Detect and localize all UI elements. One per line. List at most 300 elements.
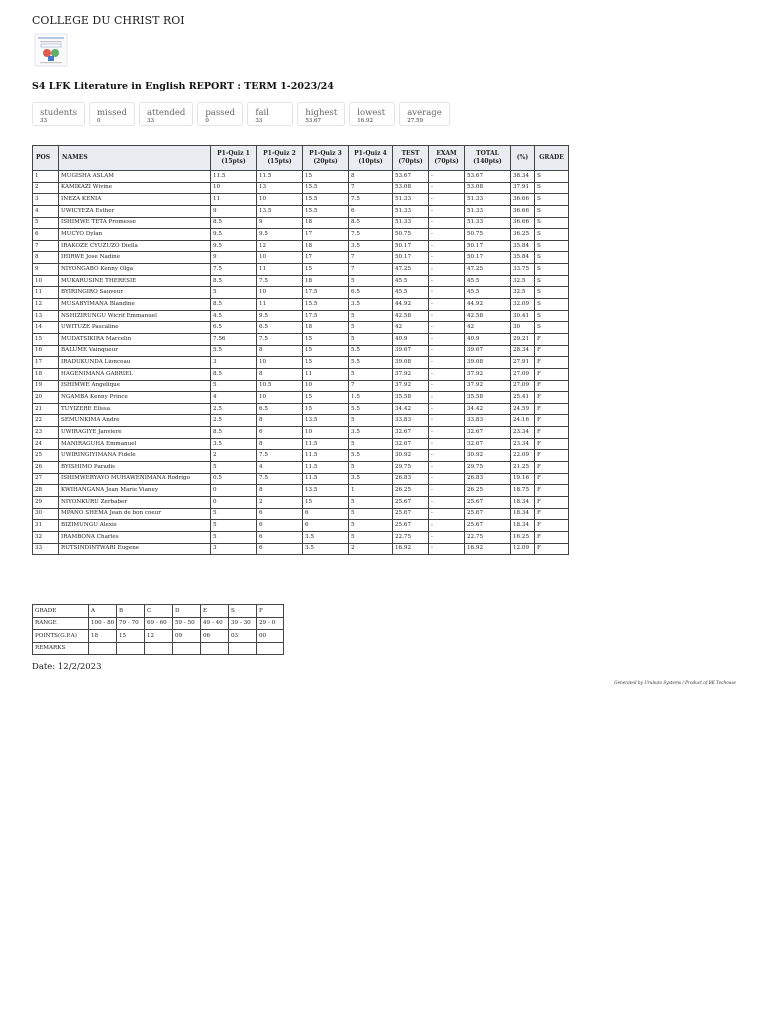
table-cell: 35.58 <box>393 392 429 404</box>
table-cell: TUYIZERE Elissa <box>59 403 211 415</box>
table-cell: INEZA KENIA <box>59 194 211 206</box>
table-cell: 6 <box>349 205 393 217</box>
table-cell: 4 <box>33 205 59 217</box>
table-cell: 37.92 <box>465 368 511 380</box>
table-cell: - <box>429 322 465 334</box>
table-cell: S <box>535 310 569 322</box>
grade-cell: 39 - 30 <box>229 617 257 630</box>
column-header: P1-Quiz 1 (15pts) <box>211 146 257 171</box>
column-header: P1-Quiz 2 (15pts) <box>257 146 303 171</box>
table-cell: 7 <box>349 252 393 264</box>
table-cell: - <box>429 520 465 532</box>
table-cell: - <box>429 275 465 287</box>
table-cell: 39.08 <box>393 357 429 369</box>
table-cell: 5 <box>349 333 393 345</box>
table-row <box>33 240 569 252</box>
table-cell: 25.41 <box>511 392 535 404</box>
table-row <box>33 380 569 392</box>
table-cell: 26.83 <box>393 473 429 485</box>
table-cell: F <box>535 543 569 555</box>
table-cell: MUDATSIKIRA Marcelin <box>59 333 211 345</box>
grade-cell: D <box>173 605 201 618</box>
table-cell: 5.5 <box>349 345 393 357</box>
grade-cell: 18 <box>89 630 117 643</box>
table-cell: MUCYO Dylan <box>59 229 211 241</box>
grade-cell <box>201 642 229 655</box>
stat-label: passed <box>205 108 236 118</box>
table-cell: NIYONKURU Zerbaber <box>59 496 211 508</box>
grade-cell: 00 <box>257 630 284 643</box>
table-cell: 7.5 <box>257 450 303 462</box>
table-cell: 53.67 <box>465 171 511 183</box>
table-cell: 8.5 <box>211 368 257 380</box>
table-cell: S <box>535 287 569 299</box>
table-cell: 5.5 <box>211 345 257 357</box>
table-cell: 11.5 <box>257 171 303 183</box>
grading-scale-table <box>32 604 284 655</box>
table-cell: 13.5 <box>257 205 303 217</box>
table-cell: 50.17 <box>465 240 511 252</box>
table-cell: 29.75 <box>393 462 429 474</box>
table-cell: 26 <box>33 462 59 474</box>
table-cell: 10 <box>303 380 349 392</box>
table-cell: 51.33 <box>465 205 511 217</box>
table-cell: 15 <box>303 403 349 415</box>
table-cell: HAGENIMANA GABRIEL <box>59 368 211 380</box>
report-title: S4 LFK Literature in English REPORT : TERM 1-2023/24 <box>32 81 334 92</box>
grade-cell: 79 - 70 <box>117 617 145 630</box>
table-cell: KAMIKAZI Wivine <box>59 182 211 194</box>
table-cell: ISHIMWE Angelique <box>59 380 211 392</box>
table-cell: F <box>535 357 569 369</box>
table-cell: - <box>429 508 465 520</box>
table-cell: UWIRINGIYIMANA Fidele <box>59 450 211 462</box>
table-row <box>33 310 569 322</box>
stat-average <box>399 102 450 126</box>
table-cell: 8 <box>257 368 303 380</box>
grade-cell: E <box>201 605 229 618</box>
table-cell: 32.5 <box>511 287 535 299</box>
table-cell: - <box>429 217 465 229</box>
table-cell: 13.5 <box>303 415 349 427</box>
table-cell: F <box>535 392 569 404</box>
table-cell: 42.58 <box>393 310 429 322</box>
stat-label: fail <box>255 108 269 118</box>
column-header: EXAM (70pts) <box>429 146 465 171</box>
table-row <box>33 205 569 217</box>
table-cell: 50.75 <box>465 229 511 241</box>
grade-cell: 29 - 0 <box>257 617 284 630</box>
table-cell: 18 <box>303 275 349 287</box>
table-cell: 8 <box>257 415 303 427</box>
table-cell: 8.5 <box>211 217 257 229</box>
table-cell: 3.5 <box>349 427 393 439</box>
table-cell: - <box>429 403 465 415</box>
table-cell: 27.09 <box>511 368 535 380</box>
table-cell: 5 <box>349 531 393 543</box>
table-cell: 35.58 <box>465 392 511 404</box>
table-cell: 11 <box>33 287 59 299</box>
stat-value: 0 <box>96 118 101 124</box>
grade-cell: 49 - 40 <box>201 617 229 630</box>
table-cell: F <box>535 345 569 357</box>
table-cell: 3 <box>33 194 59 206</box>
table-cell: 22 <box>33 415 59 427</box>
table-cell: F <box>535 462 569 474</box>
column-header: POS <box>33 146 59 171</box>
table-cell: 3.5 <box>211 438 257 450</box>
table-cell: 4.5 <box>211 310 257 322</box>
grade-cell <box>173 642 201 655</box>
table-cell: 50.17 <box>393 252 429 264</box>
table-cell: 11.5 <box>211 171 257 183</box>
table-cell: 30.41 <box>511 310 535 322</box>
table-cell: 42.58 <box>465 310 511 322</box>
table-cell: 25.67 <box>393 520 429 532</box>
table-cell: 36.66 <box>511 205 535 217</box>
table-row <box>33 345 569 357</box>
table-row <box>33 508 569 520</box>
report-date: Date: 12/2/2023 <box>32 662 102 672</box>
table-cell: 15 <box>303 264 349 276</box>
table-cell: 5 <box>211 462 257 474</box>
table-cell: 5 <box>211 531 257 543</box>
table-cell: 11 <box>257 299 303 311</box>
table-cell: 5.5 <box>349 357 393 369</box>
table-cell: 18 <box>33 368 59 380</box>
table-cell: IRADUKUNDA Lionceau <box>59 357 211 369</box>
table-cell: 32.67 <box>393 427 429 439</box>
table-cell: 2 <box>33 182 59 194</box>
table-row <box>33 485 569 497</box>
stat-fail <box>247 102 293 126</box>
table-cell: F <box>535 403 569 415</box>
table-cell: 18.34 <box>511 508 535 520</box>
table-cell: 10 <box>257 252 303 264</box>
table-cell: F <box>535 473 569 485</box>
table-row <box>33 229 569 241</box>
table-cell: 6.5 <box>211 322 257 334</box>
table-cell: 6 <box>303 520 349 532</box>
table-cell: 5 <box>211 380 257 392</box>
table-cell: 8.5 <box>349 217 393 229</box>
table-cell: 17 <box>303 229 349 241</box>
stat-label: attended <box>146 108 186 118</box>
grade-cell: C <box>145 605 173 618</box>
table-row <box>33 322 569 334</box>
table-cell: 6 <box>257 520 303 532</box>
table-cell: 1 <box>349 485 393 497</box>
table-cell: 53.67 <box>393 171 429 183</box>
table-cell: 33 <box>33 543 59 555</box>
stat-label: average <box>407 108 442 118</box>
table-cell: - <box>429 380 465 392</box>
table-cell: 23.34 <box>511 438 535 450</box>
points-row <box>33 630 284 643</box>
table-cell: 51.33 <box>465 194 511 206</box>
table-cell: 12 <box>257 240 303 252</box>
table-cell: 47.25 <box>465 264 511 276</box>
table-row <box>33 450 569 462</box>
grade-cell: F <box>257 605 284 618</box>
table-cell: 5 <box>211 287 257 299</box>
table-cell: 26.83 <box>465 473 511 485</box>
table-cell: 6 <box>303 508 349 520</box>
table-cell: 9.5 <box>257 229 303 241</box>
table-cell: 51.33 <box>393 205 429 217</box>
table-cell: BALUME Vainqueur <box>59 345 211 357</box>
table-cell: 7.5 <box>349 194 393 206</box>
table-cell: MUGISHA ASLAM <box>59 171 211 183</box>
table-cell: 21.25 <box>511 462 535 474</box>
table-cell: 6.5 <box>349 287 393 299</box>
stat-value: 16.92 <box>357 118 373 124</box>
table-cell: 32.67 <box>465 438 511 450</box>
table-cell: SEMUNKIMA Andre <box>59 415 211 427</box>
column-header: P1-Quiz 4 (10pts) <box>349 146 393 171</box>
grade-cell: S <box>229 605 257 618</box>
stat-value: 33 <box>40 118 47 124</box>
table-cell: 27.91 <box>511 357 535 369</box>
table-cell: KWIHANGANA Jean Marie Vianey <box>59 485 211 497</box>
table-row <box>33 403 569 415</box>
table-cell: - <box>429 287 465 299</box>
table-row <box>33 299 569 311</box>
range-row <box>33 617 284 630</box>
table-cell: 53.08 <box>393 182 429 194</box>
table-cell: - <box>429 205 465 217</box>
table-cell: 15.5 <box>303 299 349 311</box>
table-cell: UWIRAGIYE Janviere <box>59 427 211 439</box>
stat-attended <box>139 102 193 126</box>
table-cell: 45.5 <box>393 275 429 287</box>
table-cell: 8.5 <box>211 427 257 439</box>
table-cell: 30 <box>33 508 59 520</box>
summary-stats <box>32 102 454 126</box>
table-cell: 27.09 <box>511 380 535 392</box>
table-cell: 22.75 <box>465 531 511 543</box>
table-cell: S <box>535 217 569 229</box>
table-cell: S <box>535 275 569 287</box>
table-cell: 2 <box>257 496 303 508</box>
table-cell: - <box>429 531 465 543</box>
table-cell: 12 <box>33 299 59 311</box>
generated-by-footer: Generated by Urubuto Systems / Product of BK Techouse <box>614 680 736 685</box>
table-cell: 5 <box>349 275 393 287</box>
table-cell: 5 <box>211 520 257 532</box>
table-cell: 16.92 <box>393 543 429 555</box>
table-cell: 39.67 <box>465 345 511 357</box>
table-cell: - <box>429 171 465 183</box>
table-cell: F <box>535 368 569 380</box>
table-cell: 24 <box>33 438 59 450</box>
table-cell: 24.59 <box>511 403 535 415</box>
table-cell: 50.17 <box>393 240 429 252</box>
table-cell: 30 <box>511 322 535 334</box>
table-row <box>33 427 569 439</box>
table-row <box>33 415 569 427</box>
table-cell: 16.92 <box>465 543 511 555</box>
table-cell: 8 <box>33 252 59 264</box>
table-cell: - <box>429 252 465 264</box>
table-cell: 7 <box>349 264 393 276</box>
table-cell: 10.5 <box>257 380 303 392</box>
table-cell: 7 <box>349 380 393 392</box>
table-cell: 26.25 <box>393 485 429 497</box>
table-cell: 21 <box>33 403 59 415</box>
table-cell: 3.5 <box>303 543 349 555</box>
column-header: P1-Quiz 3 (20pts) <box>303 146 349 171</box>
table-cell: 10 <box>257 392 303 404</box>
table-cell: 0 <box>211 485 257 497</box>
table-cell: 40.9 <box>393 333 429 345</box>
table-cell: 15.5 <box>303 194 349 206</box>
table-cell: 9.5 <box>211 229 257 241</box>
table-cell: S <box>535 171 569 183</box>
table-cell: 8.5 <box>211 299 257 311</box>
table-cell: 51.33 <box>393 217 429 229</box>
grade-row-label: POINTS(G.P.A) <box>33 630 89 643</box>
table-cell: - <box>429 473 465 485</box>
table-cell: 22.09 <box>511 450 535 462</box>
table-cell: 36.66 <box>511 194 535 206</box>
table-cell: - <box>429 345 465 357</box>
table-cell: 51.33 <box>465 217 511 229</box>
table-cell: 9 <box>211 252 257 264</box>
table-cell: 6 <box>33 229 59 241</box>
table-cell: F <box>535 508 569 520</box>
table-cell: 40.9 <box>465 333 511 345</box>
table-cell: 20 <box>33 392 59 404</box>
table-cell: - <box>429 415 465 427</box>
table-cell: 32 <box>33 531 59 543</box>
table-cell: 8 <box>257 345 303 357</box>
stat-label: lowest <box>357 108 386 118</box>
table-cell: S <box>535 299 569 311</box>
table-cell: MANIRAGUHA Emmanuel <box>59 438 211 450</box>
table-cell: IHIRWE Jose Nadine <box>59 252 211 264</box>
table-cell: 35.84 <box>511 240 535 252</box>
table-cell: - <box>429 310 465 322</box>
stat-highest <box>297 102 345 126</box>
table-cell: - <box>429 299 465 311</box>
table-cell: 10 <box>257 194 303 206</box>
table-row <box>33 217 569 229</box>
table-row <box>33 194 569 206</box>
stat-label: students <box>40 108 77 118</box>
table-cell: - <box>429 438 465 450</box>
table-cell: - <box>429 357 465 369</box>
table-cell: 44.92 <box>465 299 511 311</box>
table-cell: S <box>535 252 569 264</box>
table-cell: 38.34 <box>511 171 535 183</box>
table-cell: F <box>535 438 569 450</box>
table-cell: 3.5 <box>303 531 349 543</box>
stat-value: 53.67 <box>305 118 322 124</box>
grade-cell: 15 <box>117 630 145 643</box>
table-cell: - <box>429 368 465 380</box>
table-cell: 5 <box>349 310 393 322</box>
table-cell: 11.5 <box>303 473 349 485</box>
table-cell: 2 <box>211 450 257 462</box>
table-cell: - <box>429 194 465 206</box>
table-cell: 50.17 <box>465 252 511 264</box>
table-cell: 10 <box>257 287 303 299</box>
stat-value: 33 <box>255 118 263 124</box>
table-cell: 6 <box>257 508 303 520</box>
table-cell: 23.34 <box>511 427 535 439</box>
table-row <box>33 392 569 404</box>
table-cell: 39.08 <box>465 357 511 369</box>
table-row <box>33 368 569 380</box>
table-cell: 7.5 <box>257 473 303 485</box>
table-cell: 50.75 <box>393 229 429 241</box>
table-cell: S <box>535 229 569 241</box>
table-cell: 5 <box>349 520 393 532</box>
table-cell: 18 <box>303 240 349 252</box>
table-cell: 44.92 <box>393 299 429 311</box>
table-cell: 29 <box>33 496 59 508</box>
table-cell: 10 <box>303 427 349 439</box>
grade-row-label: GRADE <box>33 605 89 618</box>
table-cell: MPANO SHEMA Jean de bon coeur <box>59 508 211 520</box>
table-cell: 15 <box>303 171 349 183</box>
grade-row <box>33 605 284 618</box>
table-cell: MUSABYIMANA Blandine <box>59 299 211 311</box>
grade-cell <box>229 642 257 655</box>
table-cell: 33.75 <box>511 264 535 276</box>
table-cell: 6.5 <box>257 322 303 334</box>
table-cell: 5 <box>349 322 393 334</box>
table-cell: 14 <box>33 322 59 334</box>
table-cell: - <box>429 543 465 555</box>
table-cell: 7.5 <box>257 275 303 287</box>
table-cell: 18.75 <box>511 485 535 497</box>
table-cell: 18.34 <box>511 496 535 508</box>
school-name: COLLEGE DU CHRIST ROI <box>32 14 185 27</box>
table-cell: 42 <box>393 322 429 334</box>
table-cell: 17.5 <box>303 287 349 299</box>
column-header: (%) <box>511 146 535 171</box>
grade-cell: 59 - 50 <box>173 617 201 630</box>
table-cell: 6.5 <box>257 403 303 415</box>
table-cell: 5 <box>33 217 59 229</box>
table-cell: 19 <box>33 380 59 392</box>
table-cell: F <box>535 380 569 392</box>
table-cell: 2 <box>349 543 393 555</box>
table-cell: 0 <box>211 496 257 508</box>
table-cell: 25.67 <box>393 508 429 520</box>
stat-value: 0 <box>205 118 209 124</box>
table-cell: 32.09 <box>511 299 535 311</box>
table-row <box>33 182 569 194</box>
table-cell: 6 <box>257 531 303 543</box>
table-cell: 5.5 <box>349 450 393 462</box>
stat-label: highest <box>305 108 338 118</box>
table-cell: 30.92 <box>465 450 511 462</box>
table-cell: 9 <box>33 264 59 276</box>
table-cell: S <box>535 194 569 206</box>
table-cell: 13 <box>257 182 303 194</box>
grade-cell <box>117 642 145 655</box>
table-cell: 18 <box>303 322 349 334</box>
table-cell: 25.67 <box>465 520 511 532</box>
table-cell: 36.66 <box>511 217 535 229</box>
table-cell: - <box>429 264 465 276</box>
table-cell: 15.5 <box>303 182 349 194</box>
table-cell: 9.5 <box>211 240 257 252</box>
table-cell: S <box>535 240 569 252</box>
